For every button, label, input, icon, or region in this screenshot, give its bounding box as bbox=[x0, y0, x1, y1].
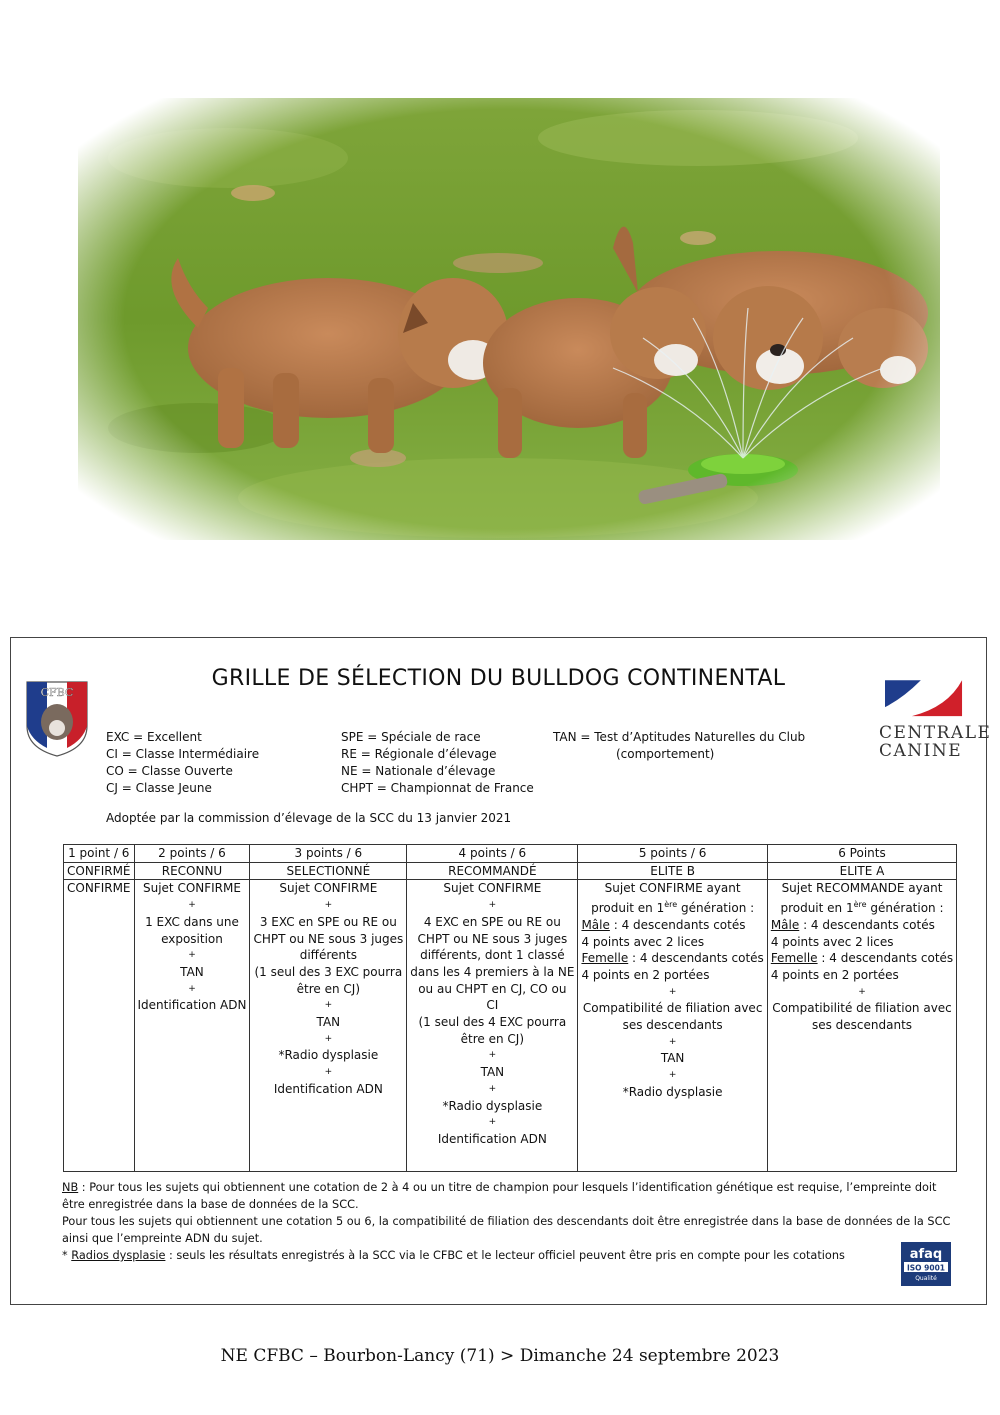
requirement-line: + bbox=[324, 1000, 333, 1011]
requirement-line: + bbox=[488, 1083, 497, 1094]
points-header: 6 Points bbox=[767, 845, 956, 863]
requirement-line: 4 EXC en SPE ou RE ou bbox=[423, 914, 561, 929]
requirements-cell-elite-b bbox=[578, 880, 767, 1172]
requirement-line: *Radio dysplasie bbox=[622, 1084, 723, 1099]
requirement-text: produit en 1 bbox=[780, 901, 854, 916]
requirement-text: produit en 1 bbox=[591, 901, 665, 916]
requirement-line: + bbox=[488, 1050, 497, 1061]
legend-item: NE = Nationale d’élevage bbox=[341, 764, 496, 778]
male-label: Mâle bbox=[770, 917, 800, 932]
event-footer: NE CFBC – Bourbon-Lancy (71) > Dimanche 24 septembre 2023 bbox=[220, 1346, 780, 1366]
requirements-cell-reconnu bbox=[134, 880, 250, 1172]
requirement-line: CHPT ou NE sous 3 juges bbox=[417, 931, 568, 946]
requirement-line: Compatibilité de filiation avec bbox=[582, 1001, 763, 1016]
requirement-line: différents bbox=[299, 948, 357, 963]
female-label: Femelle bbox=[581, 951, 629, 966]
requirement-text: : 4 descendants cotés bbox=[799, 917, 935, 932]
nb-note bbox=[62, 1179, 952, 1213]
requirement-line: *Radio dysplasie bbox=[278, 1048, 379, 1063]
adoption-note: Adoptée par la commission d’élevage de la SCC du 13 janvier 2021 bbox=[106, 811, 512, 825]
requirement-line: + bbox=[188, 900, 196, 911]
svg-text:CFBC: CFBC bbox=[40, 686, 74, 699]
requirement-text: génération : bbox=[677, 901, 755, 916]
legend-shows bbox=[341, 729, 534, 797]
legend-item: RE = Régionale d’élevage bbox=[341, 747, 497, 761]
requirement-line: + bbox=[488, 900, 497, 911]
requirement-text: : 4 descendants cotés bbox=[628, 951, 764, 966]
puppies-photo bbox=[78, 98, 940, 540]
requirement-line: TAN bbox=[480, 1065, 505, 1080]
grade-header: ELITE B bbox=[578, 862, 767, 880]
requirement-line: 1 EXC dans une bbox=[145, 914, 239, 929]
grade-header: SELECTIONNÉ bbox=[250, 862, 407, 880]
centrale-canine-logo bbox=[879, 680, 992, 770]
legend-tan bbox=[553, 729, 805, 763]
radios-label: Radios dysplasie bbox=[71, 1249, 166, 1262]
requirement-line: différents, dont 1 classé bbox=[420, 948, 565, 963]
requirement-line: + bbox=[488, 1117, 497, 1128]
puppies-sprinkler-icon bbox=[78, 98, 940, 540]
requirement-line: Identification ADN bbox=[273, 1081, 383, 1096]
requirement-line: ses descendants bbox=[622, 1018, 723, 1033]
requirement-line: être en CJ) bbox=[460, 1031, 525, 1046]
asterisk: * bbox=[62, 1249, 72, 1262]
grade-header: RECONNU bbox=[134, 862, 250, 880]
requirement-line bbox=[771, 917, 953, 934]
grade-header: ELITE A bbox=[767, 862, 956, 880]
requirement-line bbox=[771, 950, 953, 967]
points-header: 2 points / 6 bbox=[134, 845, 250, 863]
legend-classes bbox=[106, 729, 259, 797]
notes-block bbox=[62, 1179, 952, 1264]
requirement-line bbox=[581, 917, 763, 934]
requirement-line: Sujet CONFIRME bbox=[443, 881, 542, 896]
requirement-line: + bbox=[668, 1036, 677, 1047]
requirement-line: 4 points avec 2 lices bbox=[770, 934, 894, 949]
points-row bbox=[64, 845, 957, 863]
requirement-line: + bbox=[858, 986, 866, 997]
superscript: ère bbox=[664, 900, 678, 910]
selection-table bbox=[63, 844, 957, 1172]
points-header: 3 points / 6 bbox=[250, 845, 407, 863]
requirement-line: Identification ADN bbox=[437, 1131, 547, 1146]
requirement-line: 4 points avec 2 lices bbox=[581, 934, 705, 949]
legend-item: TAN = Test d’Aptitudes Naturelles du Club bbox=[553, 730, 806, 744]
requirement-line: + bbox=[324, 1067, 333, 1078]
afaq-logo-icon bbox=[901, 1242, 951, 1286]
canine-word: CANINE bbox=[879, 741, 963, 761]
legend-item: (comportement) bbox=[616, 747, 715, 761]
requirements-cell-confirme bbox=[64, 880, 135, 1172]
legend-item: SPE = Spéciale de race bbox=[341, 730, 481, 744]
svg-text:Qualité: Qualité bbox=[915, 1275, 937, 1282]
afaq-iso-badge bbox=[901, 1242, 951, 1286]
requirement-line: + bbox=[668, 1070, 677, 1081]
requirement-line: + bbox=[188, 950, 196, 961]
requirement-line: Identification ADN bbox=[137, 998, 247, 1013]
requirement-line: Sujet RECOMMANDE ayant bbox=[781, 881, 943, 896]
requirements-row bbox=[64, 880, 957, 1172]
radios-note bbox=[62, 1247, 952, 1264]
grade-header: CONFIRMÉ bbox=[64, 862, 135, 880]
requirement-line: + bbox=[324, 900, 333, 911]
requirement-line: + bbox=[188, 983, 196, 994]
nb-label: NB bbox=[62, 1181, 79, 1194]
requirement-text: : 4 descendants cotés bbox=[817, 951, 954, 966]
male-label: Mâle bbox=[581, 917, 610, 932]
requirement-line: + bbox=[324, 1033, 333, 1044]
female-label: Femelle bbox=[770, 951, 818, 966]
legend-item: CJ = Classe Jeune bbox=[106, 781, 212, 795]
requirement-line: TAN bbox=[660, 1051, 685, 1066]
grade-row bbox=[64, 862, 957, 880]
requirements-cell-recommande bbox=[407, 880, 578, 1172]
requirement-line: CONFIRME bbox=[67, 881, 131, 896]
requirement-line: ses descendants bbox=[811, 1018, 913, 1033]
requirement-text: : 4 descendants cotés bbox=[609, 917, 746, 932]
requirement-line bbox=[581, 897, 763, 917]
requirement-line: Sujet CONFIRME ayant bbox=[604, 881, 741, 896]
nb-text: : Pour tous les sujets qui obtiennent une cotation de 2 à 4 ou un titre de champion pour lesquels l’identification génétique est requise, l’empreinte doit être enregistrée dans la base de données de la SCC. bbox=[62, 1181, 937, 1211]
genetics-note: Pour tous les sujets qui obtiennent une cotation 5 ou 6, la compatibilité de filiation des descendants doit être enregistrée dans la base de données de la SCC ainsi que l’empreinte ADN du sujet. bbox=[62, 1215, 951, 1245]
requirement-line: + bbox=[668, 986, 677, 997]
legend-item: CI = Classe Intermédiaire bbox=[106, 747, 260, 761]
requirement-line: TAN bbox=[316, 1015, 341, 1030]
requirements-cell-elite-a bbox=[767, 880, 956, 1172]
legend-item: EXC = Excellent bbox=[106, 730, 202, 744]
svg-text:ISO 9001: ISO 9001 bbox=[906, 1263, 946, 1273]
requirement-line: (1 seul des 4 EXC pourra bbox=[418, 1015, 567, 1030]
requirement-line: 4 points en 2 portées bbox=[770, 967, 899, 982]
requirement-line: exposition bbox=[161, 931, 223, 946]
grid-title: GRILLE DE SÉLECTION DU BULLDOG CONTINENTAL bbox=[211, 666, 786, 691]
requirement-line: CHPT ou NE sous 3 juges bbox=[253, 931, 404, 946]
superscript: ère bbox=[853, 900, 867, 910]
points-header: 5 points / 6 bbox=[578, 845, 767, 863]
legend-item: CO = Classe Ouverte bbox=[106, 764, 233, 778]
requirement-line: 3 EXC en SPE ou RE ou bbox=[259, 914, 397, 929]
requirement-line bbox=[581, 950, 763, 967]
requirement-text: génération : bbox=[866, 901, 944, 916]
legend-item: CHPT = Championnat de France bbox=[341, 781, 534, 795]
requirement-line: CI bbox=[486, 998, 499, 1013]
requirement-line: *Radio dysplasie bbox=[442, 1098, 543, 1113]
cfbc-shield-icon bbox=[23, 678, 91, 758]
centrale-word: CENTRALE bbox=[879, 723, 992, 743]
requirement-line bbox=[771, 897, 953, 917]
grade-header: RECOMMANDÉ bbox=[407, 862, 578, 880]
centrale-canine-flag-icon bbox=[885, 680, 971, 720]
svg-text:afaq: afaq bbox=[909, 1247, 943, 1262]
cfbc-logo bbox=[23, 678, 91, 758]
requirement-line: TAN bbox=[180, 964, 204, 979]
selection-grid-card bbox=[10, 637, 992, 1305]
requirement-line: (1 seul des 3 EXC pourra bbox=[254, 964, 403, 979]
requirement-line: 4 points en 2 portées bbox=[581, 967, 710, 982]
points-header: 1 point / 6 bbox=[64, 845, 135, 863]
requirement-line: ou au CHPT en CJ, CO ou bbox=[418, 981, 567, 996]
requirements-cell-selectionne bbox=[250, 880, 407, 1172]
requirement-line: être en CJ) bbox=[296, 981, 361, 996]
requirement-line: dans les 4 premiers à la NE bbox=[410, 964, 575, 979]
requirement-line: Sujet CONFIRME bbox=[279, 881, 378, 896]
radios-text: : seuls les résultats enregistrés à la SCC via le CFBC et le lecteur officiel peuvent être pris en compte pour les cotations bbox=[165, 1249, 845, 1262]
requirement-line: Sujet CONFIRME bbox=[142, 881, 241, 896]
requirement-line: Compatibilité de filiation avec bbox=[772, 1001, 952, 1016]
points-header: 4 points / 6 bbox=[407, 845, 578, 863]
